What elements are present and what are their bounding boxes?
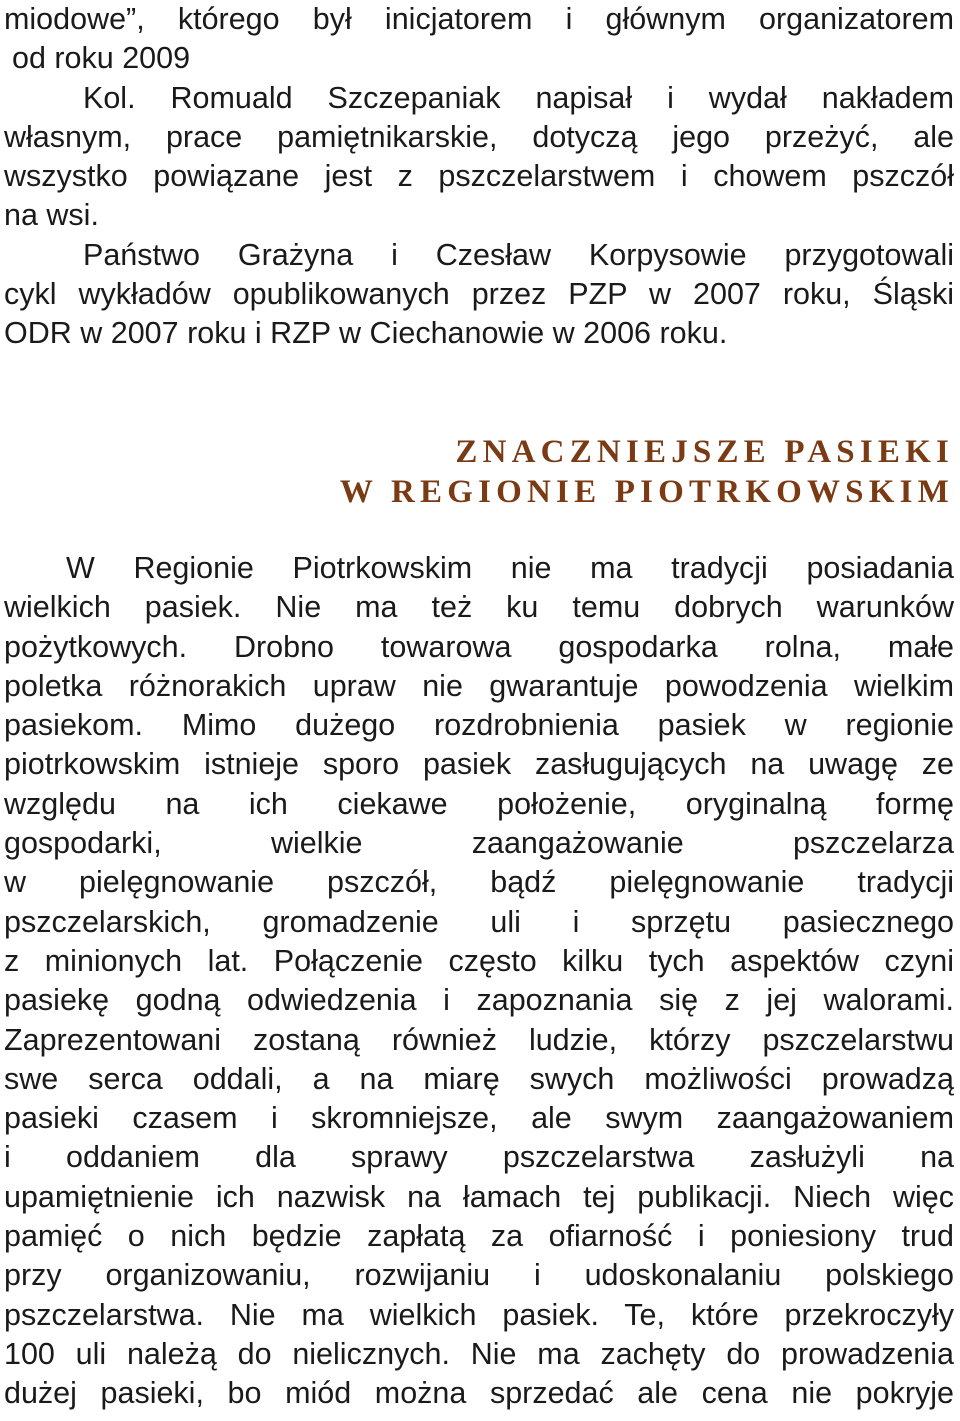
text-line: na wsi. xyxy=(4,198,99,233)
text-line: piotrkowskim istnieje sporo pasiek zasługujących na uwagę ze xyxy=(4,747,954,782)
text-line: pożytkowych. Drobno towarowa gospodarka rolna, małe xyxy=(4,629,954,664)
paragraph-korpysowie xyxy=(4,236,954,354)
text-line: W Regionie Piotrkowskim nie ma tradycji posiadania xyxy=(66,551,954,585)
text-line: swe serca oddali, a na miarę swych możliwości prowadzą xyxy=(4,1061,954,1096)
section-heading-line-2: W REGIONIE PIOTRKOWSKIM xyxy=(339,474,954,510)
text-line: pszczelarstwa. Nie ma wielkich pasiek. Te, które przekroczyły xyxy=(4,1297,954,1332)
text-line: pamięć o nich będzie zapłatą za ofiarność i poniesiony trud xyxy=(4,1219,954,1254)
text-line: z minionych lat. Połączenie często kilku tych aspektów czyni xyxy=(4,943,954,978)
text-line: Kol. Romuald Szczepaniak napisał i wydał nakładem xyxy=(83,80,954,115)
text-line: własnym, prace pamiętnikarskie, dotyczą jego przeżyć, ale xyxy=(4,119,954,154)
text-line: dużej pasieki, bo miód można sprzedać ale cena nie pokryje xyxy=(4,1376,954,1411)
text-line: Państwo Grażyna i Czesław Korpysowie przygotowali xyxy=(83,237,954,272)
text-line: wielkich pasiek. Nie ma też ku temu dobrych warunków xyxy=(4,590,954,625)
text-line: 100 uli należą do nielicznych. Nie ma zachęty do prowadzenia xyxy=(4,1336,954,1371)
text-line: w pielęgnowanie pszczół, bądź pielęgnowanie tradycji xyxy=(4,865,954,900)
text-line: gospodarki, wielkie zaangażowanie pszczelarza xyxy=(4,826,954,861)
text-line: pasieki czasem i skromniejsze, ale swym zaangażowaniem xyxy=(4,1101,954,1136)
paragraph-regional-apiaries xyxy=(4,549,954,1414)
text-line: pasiekę godną odwiedzenia i zapoznania się z jej walorami. xyxy=(4,983,954,1018)
text-line: cykl wykładów opublikowanych przez PZP w 2007 roku, Śląski xyxy=(4,277,954,312)
text-line: poletka różnorakich upraw nie gwarantuje powodzenia wielkim xyxy=(4,668,954,703)
top-text-section xyxy=(4,0,954,354)
text-line: upamiętnienie ich nazwisk na łamach tej publikacji. Niech więc xyxy=(4,1179,954,1214)
section-heading-line-1: ZNACZNIEJSZE PASIEKI xyxy=(455,434,954,470)
text-line: przy organizowaniu, rozwijaniu i udoskonalaniu polskiego xyxy=(4,1258,954,1293)
main-body-section xyxy=(4,549,954,1414)
text-line: pasiekom. Mimo dużego rozdrobnienia pasiek w regionie xyxy=(4,708,954,743)
text-line: Zaprezentowani zostaną również ludzie, którzy pszczelarstwu xyxy=(4,1022,954,1057)
text-line: i oddaniem dla sprawy pszczelarstwa zasłużyli na xyxy=(4,1140,954,1175)
text-line: wszystko powiązane jest z pszczelarstwem i chowem pszczół xyxy=(4,159,954,194)
text-line: pszczelarskich, gromadzenie uli i sprzętu pasiecznego xyxy=(4,904,954,939)
paragraph-szczepaniak xyxy=(4,79,954,236)
text-line: względu na ich ciekawe położenie, oryginalną formę xyxy=(4,786,954,821)
paragraph-festival xyxy=(4,0,954,79)
text-line: miodowe”, którego był inicjatorem i głównym organizatorem xyxy=(4,2,954,36)
text-line: od roku 2009 xyxy=(12,41,191,76)
text-line: ODR w 2007 roku i RZP w Ciechanowie w 2006 roku. xyxy=(4,316,728,351)
